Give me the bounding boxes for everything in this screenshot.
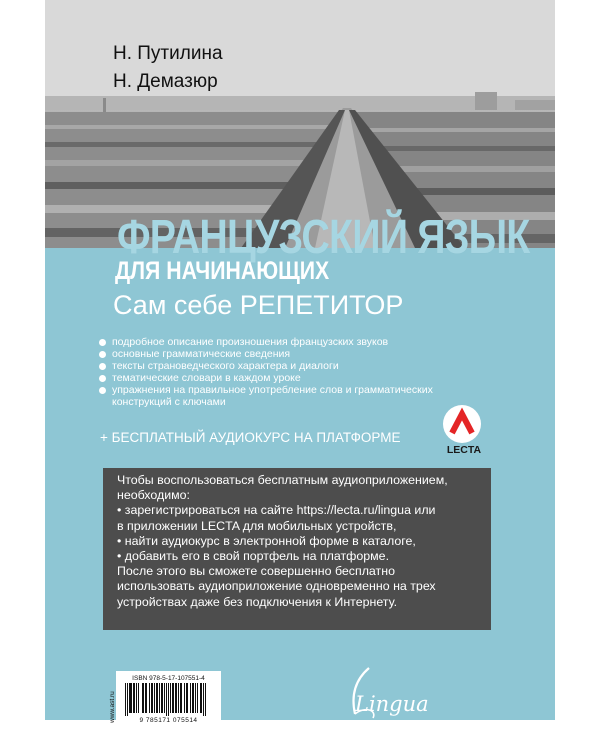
authors xyxy=(113,40,223,96)
barcode-bar xyxy=(154,683,155,713)
website-label: www.ast.ru xyxy=(109,691,116,723)
barcode-bar xyxy=(180,683,182,713)
barcode-bar xyxy=(175,683,177,713)
lingua-wordmark: Lingua xyxy=(355,692,429,716)
barcode-bar xyxy=(151,683,153,713)
barcode-bar xyxy=(166,683,167,716)
instruction-line: • зарегистрироваться на сайте https://lecta.ru/lingua или xyxy=(117,503,436,518)
barcode-bar xyxy=(142,683,144,713)
feature-item: упражнения на правильное употребление слов и грамматических конструкций с ключами xyxy=(98,384,478,408)
barcode-bar xyxy=(138,683,139,713)
lecta-caret-icon xyxy=(443,405,481,443)
barcode-bar xyxy=(205,683,206,716)
barcode-bar xyxy=(184,683,185,713)
author-1: Н. Путилина xyxy=(113,43,223,64)
audio-instructions-box xyxy=(103,468,491,630)
book-back-cover xyxy=(45,0,555,720)
instruction-line: • добавить его в свой портфель на платформе. xyxy=(117,549,390,564)
instructions-text xyxy=(117,473,487,610)
author-2: Н. Демазюр xyxy=(113,71,218,92)
barcode-bar xyxy=(149,683,150,713)
instruction-line: устройствах даже без подключения к Интернету. xyxy=(117,594,398,609)
feature-item: основные грамматические сведения xyxy=(98,348,478,360)
lecta-wordmark: LECTA xyxy=(446,444,482,456)
barcode-bars xyxy=(123,683,215,716)
barcode-bar xyxy=(164,683,165,713)
barcode-bar xyxy=(129,683,131,713)
barcode-bar xyxy=(127,683,128,716)
book-title: ФРАНЦУЗСКИЙ ЯЗЫК xyxy=(117,211,530,264)
barcode-bar xyxy=(136,683,137,713)
barcode-bar xyxy=(197,683,198,713)
website-url xyxy=(108,676,116,724)
barcode-bar xyxy=(186,683,188,713)
instruction-line: в приложении LECTA для мобильных устройств, xyxy=(117,518,397,533)
barcode-bar xyxy=(170,683,171,713)
barcode-digits: 9 785171 075514 xyxy=(139,717,198,724)
barcode-bar xyxy=(195,683,196,713)
series-name: Сам себе РЕПЕТИТОР xyxy=(113,290,404,320)
barcode-bar xyxy=(190,683,191,713)
barcode-bar xyxy=(145,683,147,713)
instruction-line: использовать аудиоприложение одновременно на трех xyxy=(117,579,436,594)
feature-item: тексты страноведческого характера и диалоги xyxy=(98,360,478,372)
lecta-circle xyxy=(443,405,481,443)
feature-item: подробное описание произношения французских звуков xyxy=(98,336,478,348)
website-vertical-text xyxy=(108,676,116,724)
barcode-bar xyxy=(125,683,126,716)
barcode-bar xyxy=(203,683,204,716)
feature-item: тематические словари в каждом уроке xyxy=(98,372,478,384)
barcode-bar xyxy=(178,683,179,713)
book-subtitle: ДЛЯ НАЧИНАЮЩИХ xyxy=(115,257,330,285)
lecta-logo xyxy=(439,405,491,459)
barcode-bar xyxy=(131,683,132,713)
instruction-line: необходимо: xyxy=(117,488,190,503)
barcode-bar xyxy=(192,683,194,713)
barcode-bar xyxy=(161,683,163,713)
lingua-logo-text-wrap xyxy=(325,666,429,720)
barcode-bar xyxy=(159,683,160,713)
instruction-line: Чтобы воспользоваться бесплатным аудиоприложением, xyxy=(117,473,448,487)
barcode-bar xyxy=(172,683,174,713)
barcode-bar xyxy=(200,683,202,713)
barcode-bar xyxy=(133,683,135,713)
instruction-line: • найти аудиокурс в электронной форме в каталоге, xyxy=(117,533,416,548)
barcode-bar xyxy=(168,683,169,716)
audio-offer: + БЕСПЛАТНЫЙ АУДИОКУРС НА ПЛАТФОРМЕ xyxy=(100,430,401,445)
barcode-bar xyxy=(156,683,158,713)
isbn-number: ISBN 978-5-17-107551-4 xyxy=(132,675,205,682)
instruction-line: После этого вы сможете совершенно бесплатно xyxy=(117,564,395,579)
isbn-barcode xyxy=(116,671,221,728)
feature-list xyxy=(98,336,478,408)
